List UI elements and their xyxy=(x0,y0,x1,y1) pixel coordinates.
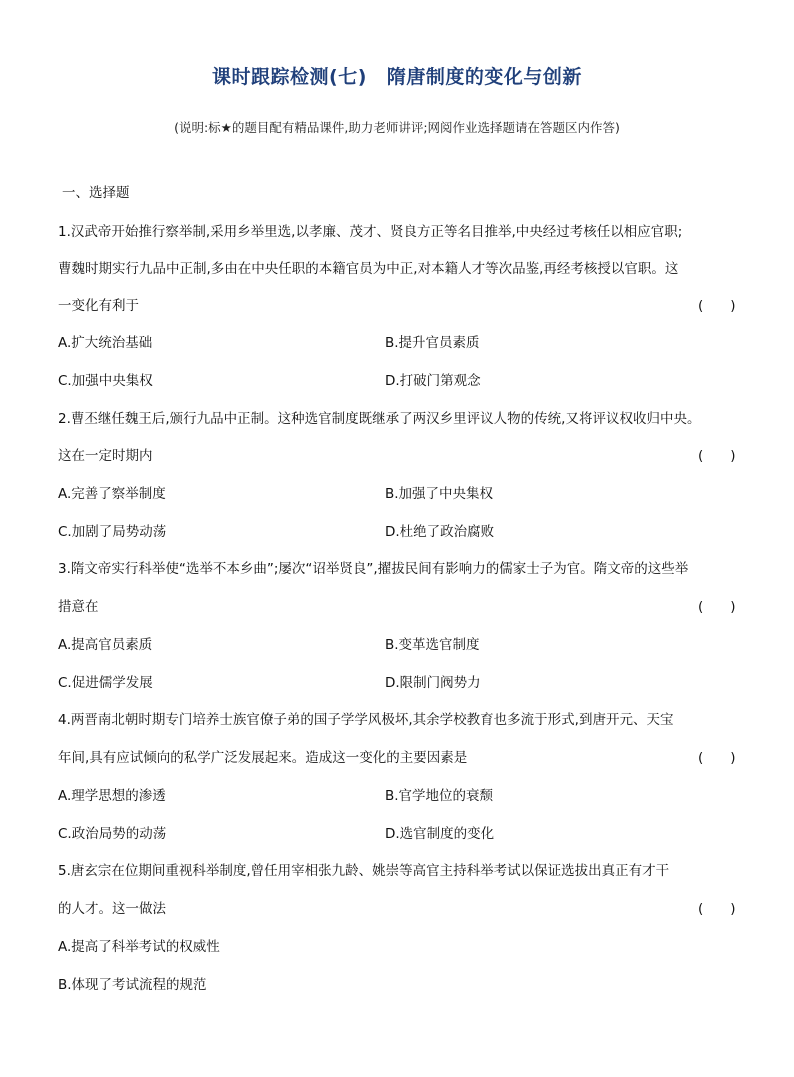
question-5-option-b[interactable]: B.体现了考试流程的规范 xyxy=(58,977,207,993)
question-1-option-a[interactable]: A.扩大统治基础 xyxy=(58,335,153,351)
page-title xyxy=(0,62,794,89)
answer-bracket: ( ) xyxy=(698,448,736,464)
question-3-option-b[interactable]: B.变革选官制度 xyxy=(385,637,480,653)
question-1-line-1: 1.汉武帝开始推行察举制,采用乡举里选,以孝廉、茂才、贤良方正等名目推举,中央经过考核任以相应官职; xyxy=(58,224,683,240)
question-1-line-2: 曹魏时期实行九品中正制,多由在中央任职的本籍官员为中正,对本籍人才等次品鉴,再经考核授以官职。这 xyxy=(58,261,679,277)
question-3-option-d[interactable]: D.限制门阀势力 xyxy=(385,675,481,691)
question-2-option-c[interactable]: C.加剧了局势动荡 xyxy=(58,524,167,540)
question-4-line-1: 4.两晋南北朝时期专门培养士族官僚子弟的国子学学风极坏,其余学校教育也多流于形式,到唐开元、天宝 xyxy=(58,712,674,728)
question-4-option-c[interactable]: C.政治局势的动荡 xyxy=(58,826,167,842)
question-3-option-a[interactable]: A.提高官员素质 xyxy=(58,637,153,653)
question-1-option-b[interactable]: B.提升官员素质 xyxy=(385,335,480,351)
question-5-line-2: 的人才。这一做法 xyxy=(58,901,166,917)
title-part1: 课时跟踪检测(七) xyxy=(212,66,367,88)
question-3-line-2: 措意在 xyxy=(58,599,99,615)
question-5-option-a[interactable]: A.提高了科举考试的权威性 xyxy=(58,939,220,955)
question-2-option-a[interactable]: A.完善了察举制度 xyxy=(58,486,166,502)
section-heading: 一、选择题 xyxy=(62,185,130,201)
question-2-line-1: 2.曹丕继任魏王后,颁行九品中正制。这种选官制度既继承了两汉乡里评议人物的传统,又将评议权收归中央。 xyxy=(58,411,701,427)
question-2-line-2: 这在一定时期内 xyxy=(58,448,153,464)
question-4-option-d[interactable]: D.选官制度的变化 xyxy=(385,826,495,842)
instructions-note: (说明:标★的题目配有精品课件,助力老师讲评;网阅作业选择题请在答题区内作答) xyxy=(174,120,620,135)
question-4-line-2: 年间,具有应试倾向的私学广泛发展起来。造成这一变化的主要因素是 xyxy=(58,750,468,766)
question-5-line-1: 5.唐玄宗在位期间重视科举制度,曾任用宰相张九龄、姚崇等高官主持科举考试以保证选拔出真正有才干 xyxy=(58,863,670,879)
answer-bracket: ( ) xyxy=(698,750,736,766)
question-2-option-d[interactable]: D.杜绝了政治腐败 xyxy=(385,524,495,540)
question-3-line-1: 3.隋文帝实行科举使“选举不本乡曲”;屡次“诏举贤良”,擢拔民间有影响力的儒家士子为官。隋文帝的这些举 xyxy=(58,561,689,577)
answer-bracket: ( ) xyxy=(698,298,736,314)
answer-bracket: ( ) xyxy=(698,599,736,615)
title-part2: 隋唐制度的变化与创新 xyxy=(386,66,582,88)
question-2-option-b[interactable]: B.加强了中央集权 xyxy=(385,486,494,502)
question-4-option-b[interactable]: B.官学地位的衰颓 xyxy=(385,788,494,804)
question-3-option-c[interactable]: C.促进儒学发展 xyxy=(58,675,153,691)
question-1-option-d[interactable]: D.打破门第观念 xyxy=(385,373,481,389)
answer-bracket: ( ) xyxy=(698,901,736,917)
question-4-option-a[interactable]: A.理学思想的渗透 xyxy=(58,788,166,804)
question-1-line-3: 一变化有利于 xyxy=(58,298,139,314)
question-1-option-c[interactable]: C.加强中央集权 xyxy=(58,373,153,389)
